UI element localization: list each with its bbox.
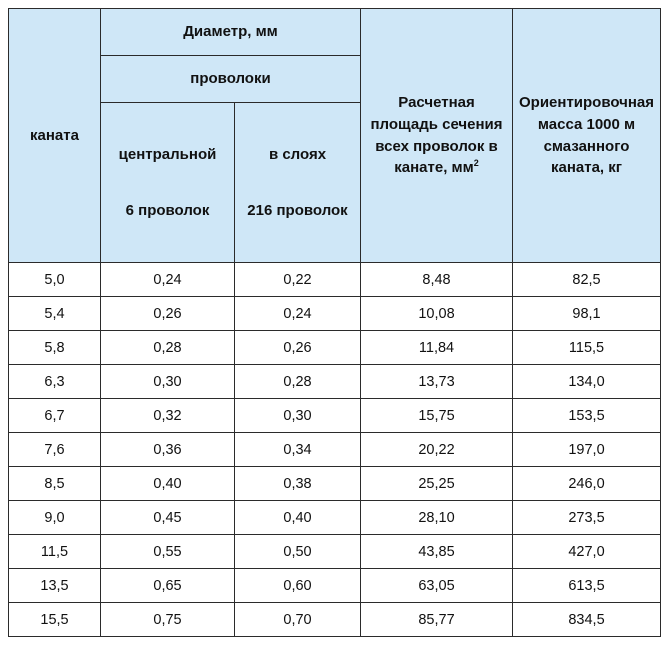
cell-layer-diameter: 0,22 xyxy=(235,263,361,297)
cell-central-diameter: 0,36 xyxy=(101,433,235,467)
cell-mass: 427,0 xyxy=(513,535,661,569)
cell-section-area: 25,25 xyxy=(361,467,513,501)
cell-mass: 115,5 xyxy=(513,331,661,365)
table-row xyxy=(9,501,661,535)
cell-central-diameter: 0,40 xyxy=(101,467,235,501)
cell-section-area: 11,84 xyxy=(361,331,513,365)
cell-rope-diameter: 6,3 xyxy=(9,365,101,399)
cell-rope-diameter: 9,0 xyxy=(9,501,101,535)
cell-section-area: 85,77 xyxy=(361,603,513,637)
cell-layer-diameter: 0,28 xyxy=(235,365,361,399)
area-line-2: площадь сечения xyxy=(370,115,503,133)
cell-layer-diameter: 0,34 xyxy=(235,433,361,467)
area-unit-superscript: 2 xyxy=(473,158,479,169)
cell-rope-diameter: 5,8 xyxy=(9,331,101,365)
cell-rope-diameter: 5,0 xyxy=(9,263,101,297)
cell-rope-diameter: 8,5 xyxy=(9,467,101,501)
cell-rope-diameter: 5,4 xyxy=(9,297,101,331)
cell-mass: 98,1 xyxy=(513,297,661,331)
table-row xyxy=(9,433,661,467)
cell-section-area: 63,05 xyxy=(361,569,513,603)
mass-line-3: смазанного xyxy=(543,137,630,155)
cell-central-diameter: 0,26 xyxy=(101,297,235,331)
area-line-4-text: канате, мм xyxy=(394,159,474,177)
cell-rope-diameter: 13,5 xyxy=(9,569,101,603)
header-central-wire xyxy=(101,103,235,263)
table-row xyxy=(9,603,661,637)
central-label: центральной xyxy=(118,145,217,163)
header-layer-wires xyxy=(235,103,361,263)
cell-layer-diameter: 0,60 xyxy=(235,569,361,603)
cell-central-diameter: 0,75 xyxy=(101,603,235,637)
rope-spec-table xyxy=(8,8,661,637)
area-line-4 xyxy=(361,157,512,179)
cell-central-diameter: 0,45 xyxy=(101,501,235,535)
cell-rope-diameter: 15,5 xyxy=(9,603,101,637)
cell-mass: 273,5 xyxy=(513,501,661,535)
cell-section-area: 28,10 xyxy=(361,501,513,535)
cell-central-diameter: 0,30 xyxy=(101,365,235,399)
cell-mass: 153,5 xyxy=(513,399,661,433)
table-row xyxy=(9,331,661,365)
header-diameter-group: Диаметр, мм xyxy=(101,9,361,56)
table-row xyxy=(9,467,661,501)
cell-mass: 197,0 xyxy=(513,433,661,467)
header-rope-diameter: каната xyxy=(9,9,101,263)
table-header xyxy=(9,9,661,263)
table-row xyxy=(9,569,661,603)
cell-layer-diameter: 0,24 xyxy=(235,297,361,331)
cell-section-area: 8,48 xyxy=(361,263,513,297)
cell-mass: 834,5 xyxy=(513,603,661,637)
cell-layer-diameter: 0,70 xyxy=(235,603,361,637)
cell-layer-diameter: 0,50 xyxy=(235,535,361,569)
table-row xyxy=(9,399,661,433)
cell-mass: 134,0 xyxy=(513,365,661,399)
cell-rope-diameter: 7,6 xyxy=(9,433,101,467)
header-wires-group: проволоки xyxy=(101,56,361,103)
cell-layer-diameter: 0,38 xyxy=(235,467,361,501)
header-section-area xyxy=(361,9,513,263)
cell-layer-diameter: 0,26 xyxy=(235,331,361,365)
cell-section-area: 10,08 xyxy=(361,297,513,331)
mass-line-1: Ориентировочная xyxy=(518,94,655,111)
mass-line-2: масса 1000 м xyxy=(537,115,636,133)
header-mass xyxy=(513,9,661,263)
cell-section-area: 20,22 xyxy=(361,433,513,467)
table-row xyxy=(9,365,661,399)
cell-rope-diameter: 11,5 xyxy=(9,535,101,569)
central-count: 6 проволок xyxy=(125,201,210,219)
cell-section-area: 15,75 xyxy=(361,399,513,433)
cell-central-diameter: 0,28 xyxy=(101,331,235,365)
cell-central-diameter: 0,32 xyxy=(101,399,235,433)
layers-label: в слоях xyxy=(268,145,327,163)
table-row xyxy=(9,535,661,569)
cell-section-area: 13,73 xyxy=(361,365,513,399)
mass-line-4: каната, кг xyxy=(550,159,623,177)
cell-mass: 613,5 xyxy=(513,569,661,603)
layers-count: 216 проволок xyxy=(247,201,348,219)
cell-mass: 246,0 xyxy=(513,467,661,501)
cell-section-area: 43,85 xyxy=(361,535,513,569)
table-row xyxy=(9,297,661,331)
cell-central-diameter: 0,24 xyxy=(101,263,235,297)
table-row xyxy=(9,263,661,297)
area-line-1: Расчетная xyxy=(398,94,475,111)
cell-rope-diameter: 6,7 xyxy=(9,399,101,433)
table-container xyxy=(8,8,660,637)
cell-layer-diameter: 0,30 xyxy=(235,399,361,433)
table-body xyxy=(9,263,661,637)
cell-central-diameter: 0,65 xyxy=(101,569,235,603)
area-line-3: всех проволок в xyxy=(375,137,498,155)
cell-layer-diameter: 0,40 xyxy=(235,501,361,535)
cell-mass: 82,5 xyxy=(513,263,661,297)
cell-central-diameter: 0,55 xyxy=(101,535,235,569)
